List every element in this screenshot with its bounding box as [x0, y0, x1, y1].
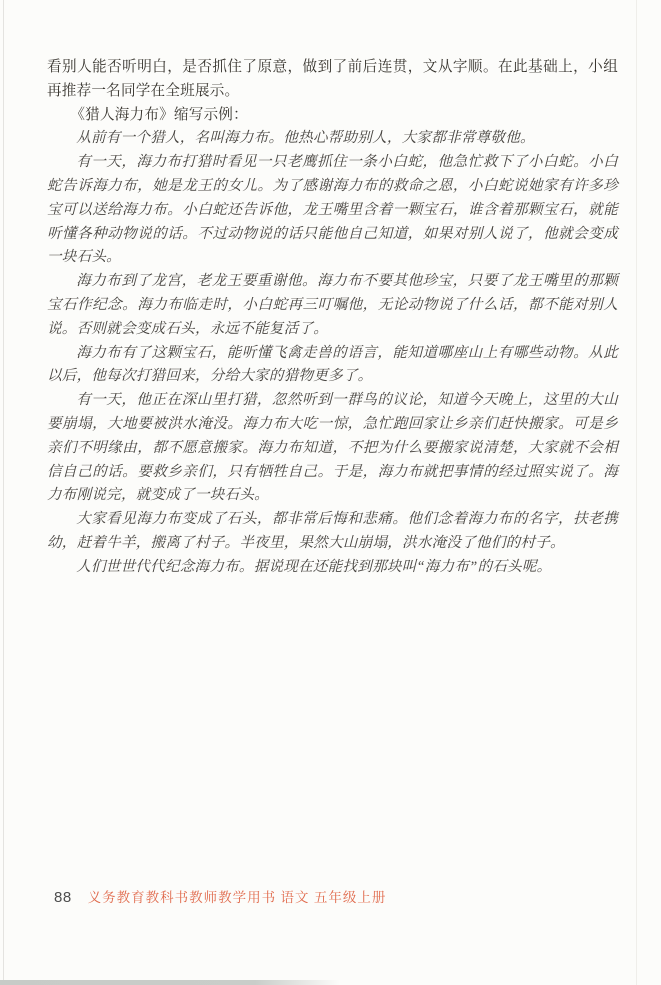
page-footer	[54, 886, 386, 906]
page-bottom-scan-edge	[0, 980, 340, 985]
story-paragraph-4: 海力布有了这颗宝石，能听懂飞禽走兽的语言，能知道哪座山上有哪些动物。从此以后，他每次打猎回来，分给大家的猎物更多了。	[47, 344, 618, 385]
instruction-paragraph: 看别人能否听明白，是否抓住了原意，做到了前后连贯，文从字顺。在此基础上，小组再推荐一名同学在全班展示。	[47, 59, 618, 99]
page-number: 88	[54, 889, 72, 906]
example-heading: 《猎人海力布》缩写示例：	[70, 106, 248, 123]
page-right-scan-edge	[636, 0, 637, 985]
story-paragraph-1: 从前有一个猎人，名叫海力布。他热心帮助别人，大家都非常尊敬他。	[76, 130, 535, 147]
story-paragraph-3: 海力布到了龙宫，老龙王要重谢他。海力布不要其他珍宝，只要了龙王嘴里的那颗宝石作纪念。海力布临走时，小白蛇再三叮嘱他，无论动物说了什么话，都不能对别人说。否则就会变成石头，永远不能复活了。	[47, 273, 618, 337]
story-paragraph-6: 大家看见海力布变成了石头，都非常后悔和悲痛。他们念着海力布的名字，扶老携幼，赶着牛羊，搬离了村子。半夜里，果然大山崩塌，洪水淹没了他们的村子。	[47, 511, 618, 551]
page-left-scan-edge	[3, 0, 4, 985]
story-paragraph-5: 有一天，他正在深山里打猎，忽然听到一群鸟的议论，知道今天晚上，这里的大山要崩塌，大地要被洪水淹没。海力布大吃一惊，急忙跑回家让乡亲们赶快搬家。可是乡亲们不明缘由，都不愿意搬家。海力布知道，不把为什么要搬家说清楚，大家就不会相信自己的话。要救乡亲们，只有牺牲自己。于是，海力布就把事情的经过照实说了。海力布刚说完，就变成了一块石头。	[47, 392, 618, 504]
story-paragraph-7: 人们世世代代纪念海力布。据说现在还能找到那块叫“海力布”的石头呢。	[76, 558, 552, 575]
book-title: 义务教育教科书教师教学用书 语文 五年级上册	[87, 890, 387, 905]
story-paragraph-2: 有一天，海力布打猎时看见一只老鹰抓住一条小白蛇，他急忙救下了小白蛇。小白蛇告诉海力布，她是龙王的女儿。为了感谢海力布的救命之恩，小白蛇说她家有许多珍宝可以送给海力布。小白蛇还告诉他，龙王嘴里含着一颗宝石，谁含着那颗宝石，就能听懂各种动物说的话。不过动物说的话只能他自己知道，如果对别人说了，他就会变成一块石头。	[47, 154, 618, 266]
page-body-text	[47, 56, 618, 580]
